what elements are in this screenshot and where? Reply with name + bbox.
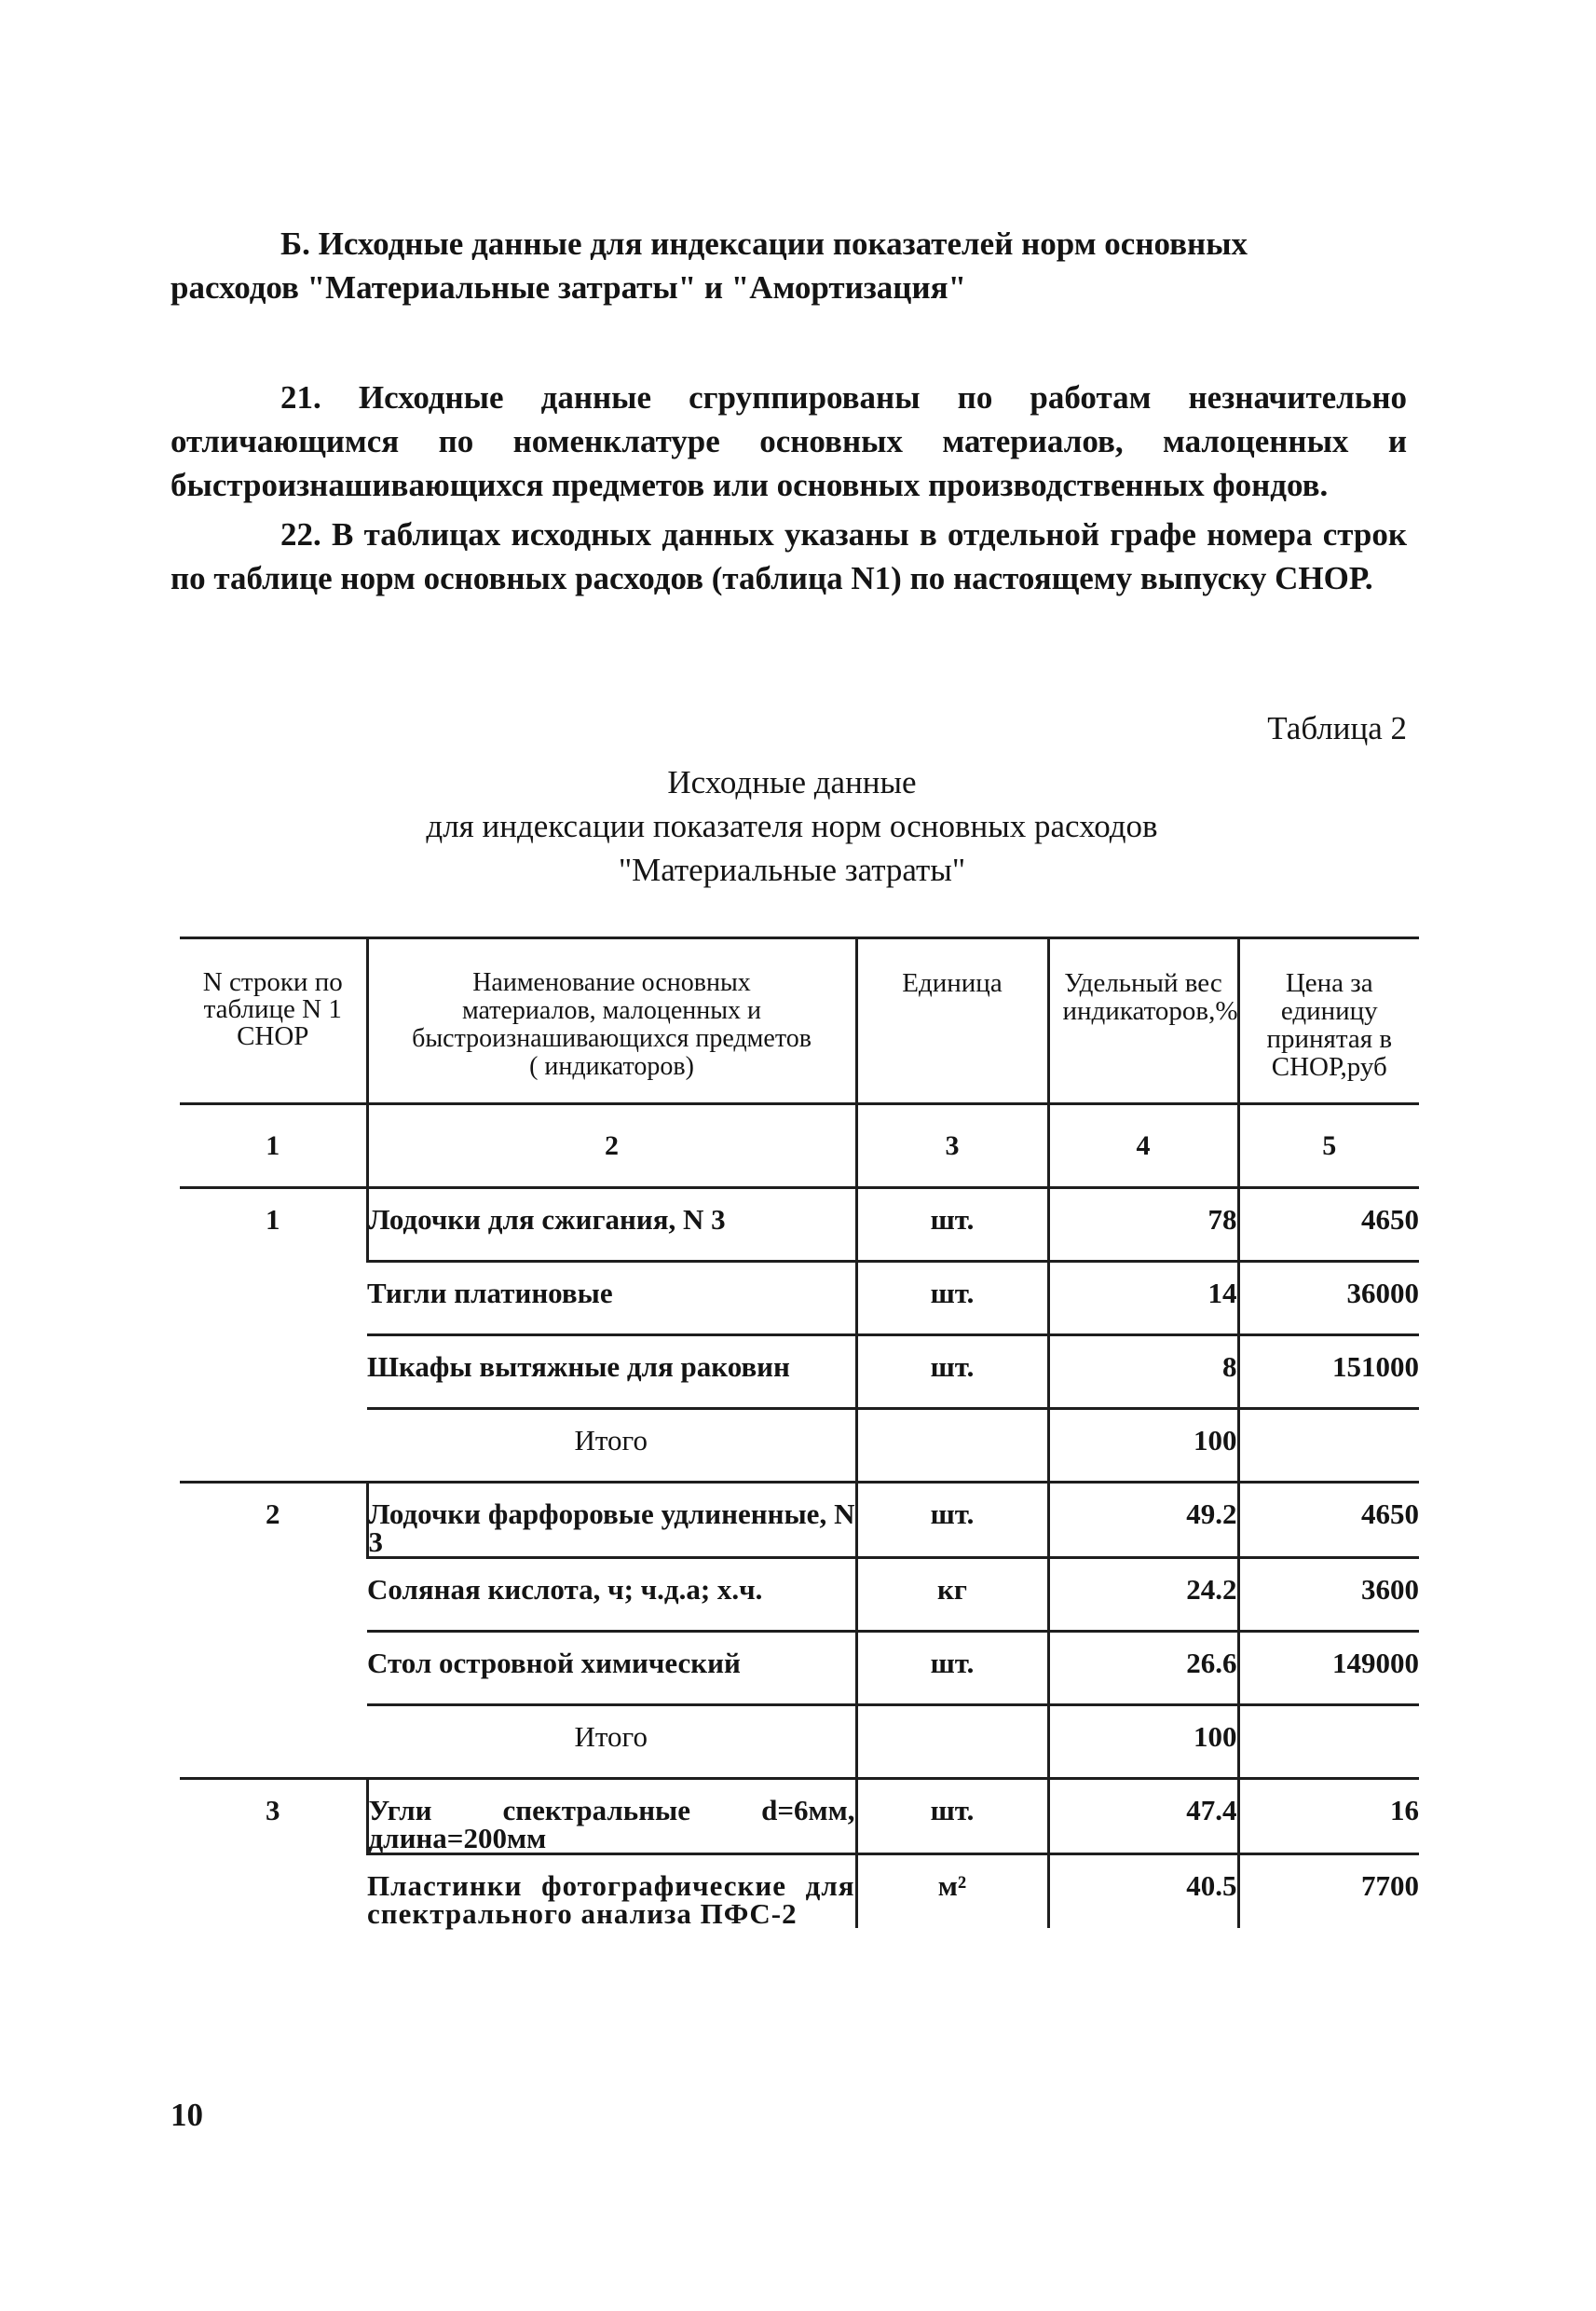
section-heading-line2: расходов "Материальные затраты" и "Амортизация" — [171, 269, 966, 306]
table-row — [180, 1779, 1419, 1854]
item-weight: 40.5 — [1048, 1854, 1238, 1929]
table-caption-line2: для индексации показателя норм основных расходов — [426, 808, 1158, 844]
group-row-no: 2 — [180, 1483, 367, 1779]
column-number-1: 1 — [180, 1104, 367, 1188]
table-label: Таблица 2 — [1267, 710, 1407, 746]
item-name: Лодочки для сжигания, N 3 — [367, 1188, 856, 1262]
column-number-5: 5 — [1238, 1104, 1419, 1188]
item-name: Пластинки фотографические для спектрального анализа ПФС-2 — [367, 1869, 855, 1930]
item-weight: 8 — [1048, 1335, 1238, 1409]
item-unit — [856, 1409, 1048, 1483]
column-number-2: 2 — [367, 1104, 856, 1188]
item-name: Лодочки фарфоровые удлиненные, N 3 — [367, 1483, 856, 1558]
section-heading-line1: Б. Исходные данные для индексации показателей норм основных — [280, 226, 1248, 262]
item-unit — [856, 1705, 1048, 1779]
total-label: Итого — [367, 1409, 856, 1483]
header-weight: Удельный вес индикаторов,% — [1048, 938, 1238, 1104]
paragraph-22: 22. В таблицах исходных данных указаны в отдельной графе номера строк по таблице норм основных расходов (таблица N1) по настоящему выпуску СНОР. — [171, 516, 1407, 596]
header-price: Цена за единицу принятая в СНОР,руб — [1238, 938, 1419, 1104]
table-row — [180, 1188, 1419, 1262]
item-weight: 24.2 — [1048, 1558, 1238, 1632]
total-weight: 100 — [1048, 1705, 1238, 1779]
item-price: 7700 — [1238, 1854, 1419, 1929]
group-row-no: 1 — [180, 1188, 367, 1483]
item-name: Соляная кислота, ч; ч.д.а; х.ч. — [367, 1558, 856, 1632]
item-price: 36000 — [1238, 1262, 1419, 1335]
item-unit: шт. — [856, 1632, 1048, 1705]
item-weight: 14 — [1048, 1262, 1238, 1335]
item-weight: 26.6 — [1048, 1632, 1238, 1705]
item-unit: шт. — [856, 1779, 1048, 1854]
item-price — [1238, 1409, 1419, 1483]
section-heading — [171, 222, 1407, 309]
column-number-4: 4 — [1048, 1104, 1238, 1188]
item-price: 4650 — [1238, 1483, 1419, 1558]
item-unit: шт. — [856, 1188, 1048, 1262]
table-caption-line1: Исходные данные — [667, 764, 917, 800]
item-price: 151000 — [1238, 1335, 1419, 1409]
table-caption-line3: "Материальные затраты" — [618, 852, 966, 888]
indicator-table — [180, 937, 1419, 1928]
header-unit: Единица — [856, 938, 1048, 1104]
column-number-row — [180, 1104, 1419, 1188]
item-unit: кг — [856, 1558, 1048, 1632]
item-price — [1238, 1705, 1419, 1779]
item-unit: м² — [856, 1854, 1048, 1929]
item-unit: шт. — [856, 1483, 1048, 1558]
table-row — [180, 1483, 1419, 1558]
paragraph-21: 21. Исходные данные сгруппированы по работам незначительно отличающимся по номенклатуре основных материалов, малоценных и быстроизнашивающихся предметов или основных производственных фондов. — [171, 379, 1407, 503]
item-name: Тигли платиновые — [367, 1262, 856, 1335]
page-number: 10 — [171, 2097, 203, 2133]
item-unit: шт. — [856, 1262, 1048, 1335]
total-label: Итого — [367, 1705, 856, 1779]
item-unit: шт. — [856, 1335, 1048, 1409]
item-price: 4650 — [1238, 1188, 1419, 1262]
item-weight: 47.4 — [1048, 1779, 1238, 1854]
item-name: Стол островной химический — [367, 1632, 856, 1705]
item-weight: 78 — [1048, 1188, 1238, 1262]
item-name: Угли спектральные d=6мм, длина=200мм — [367, 1779, 856, 1854]
item-name: Шкафы вытяжные для раковин — [367, 1335, 856, 1409]
header-row-no: N строки по таблице N 1 СНОР — [180, 938, 367, 1104]
item-price: 3600 — [1238, 1558, 1419, 1632]
header-name: Наименование основных материалов, малоценных и быстроизнашивающихся предметов ( индикаторов) — [367, 938, 856, 1104]
table-caption — [298, 760, 1286, 892]
total-weight: 100 — [1048, 1409, 1238, 1483]
item-weight: 49.2 — [1048, 1483, 1238, 1558]
column-number-3: 3 — [856, 1104, 1048, 1188]
group-row-no: 3 — [266, 1794, 280, 1826]
item-price: 16 — [1238, 1779, 1419, 1854]
table-header-row — [180, 938, 1419, 1104]
item-price: 149000 — [1238, 1632, 1419, 1705]
